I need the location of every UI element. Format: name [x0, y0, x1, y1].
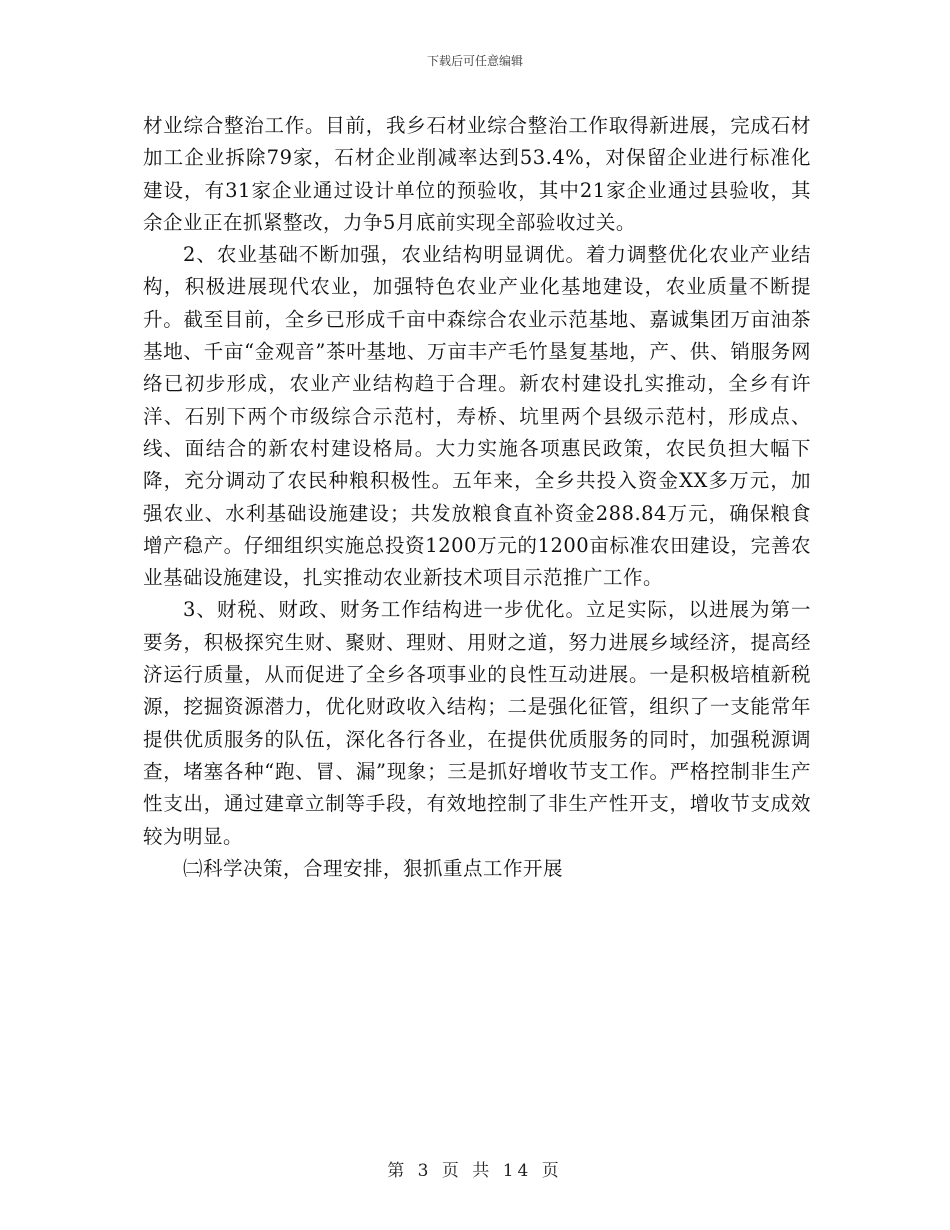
section-heading: ㈡科学决策，合理安排，狠抓重点工作开展: [183, 856, 564, 880]
paragraph-finance: 3、财税、财政、财务工作结构进一步优化。立足实际，以进展为第一要务，积极探究生财、聚财、理财、用财之道，努力进展乡域经济，提高经济运行质量，从而促进了全乡各项事业的良性互动进展。一是积极培植新税源，挖掘资源潜力，优化财政收入结构；二是强化征管，组织了一支能常年提供优质服务的队伍，深化各行各业，在提供优质服务的同时，加强税源调查，堵塞各种“跑、冒、漏”现象；三是抓好增收节支工作。严格控制非生产性支出，通过建章立制等手段，有效地控制了非生产性开支，增收节支成效较为明显。: [143, 598, 811, 848]
page-number: 第 3 页 共 14 页: [387, 1161, 563, 1181]
paragraph-agriculture: 2、农业基础不断加强，农业结构明显调优。着力调整优化农业产业结构，积极进展现代农业，加强特色农业产业化基地建设，农业质量不断提升。截至目前，全乡已形成千亩中森综合农业示范基地、嘉诚集团万亩油茶基地、千亩“金观音”茶叶基地、万亩丰产毛竹垦复基地，产、供、销服务网络已初步形成，农业产业结构趋于合理。新农村建设扎实推动，全乡有许洋、石别下两个市级综合示范村，寿桥、坑里两个县级示范村，形成点、线、面结合的新农村建设格局。大力实施各项惠民政策，农民负担大幅下降，充分调动了农民种粮积极性。五年来，全乡共投入资金XX多万元，加强农业、水利基础设施建设；共发放粮食直补资金288.84万元，确保粮食增产稳产。仔细组织实施总投资1200万元的1200亩标准农田建设，完善农业基础设施建设，扎实推动农业新技术项目示范推广工作。: [143, 243, 811, 590]
document-body: [143, 110, 811, 885]
page-header: 下载后可任意编辑: [426, 54, 523, 68]
paragraph-continued: 材业综合整治工作。目前，我乡石材业综合整治工作取得新进展，完成石材加工企业拆除79家，石材企业削减率达到53.4%，对保留企业进行标准化建设，有31家企业通过设计单位的预验收，其中21家企业通过县验收，其余企业正在抓紧整改，力争5月底前实现全部验收过关。: [143, 114, 811, 234]
